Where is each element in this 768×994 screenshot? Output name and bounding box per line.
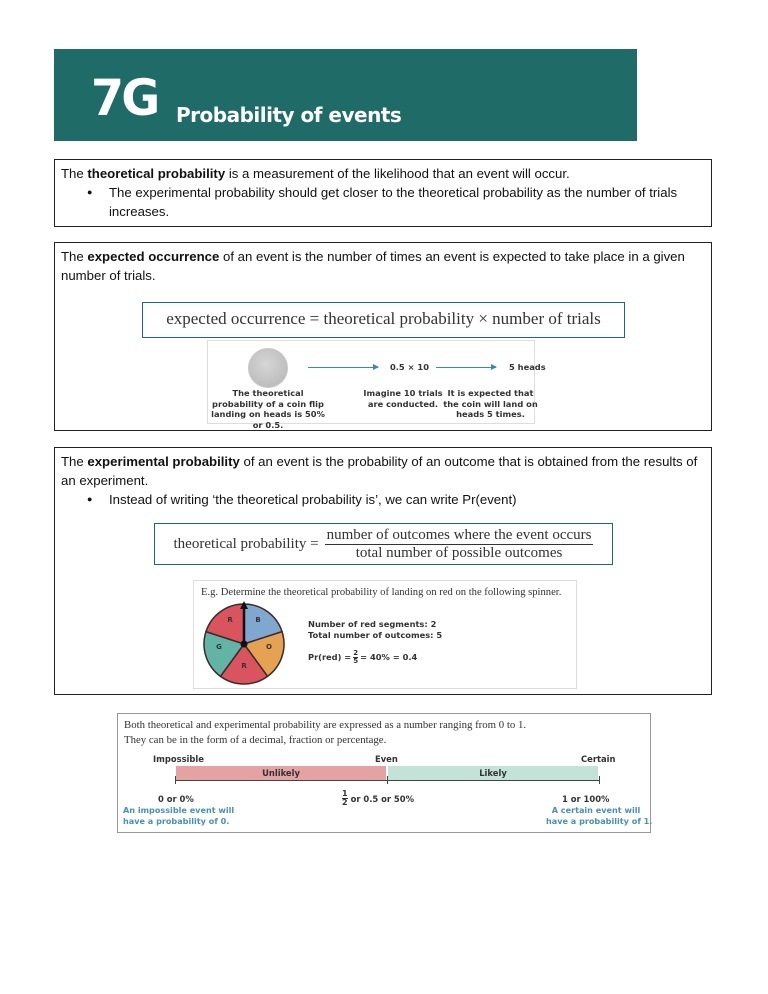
arrow-icon	[308, 367, 378, 368]
spinner-icon	[201, 601, 287, 687]
theoretical-probability-box	[54, 159, 712, 227]
bullet-list	[61, 183, 705, 221]
total-outcomes-line: Total number of outcomes: 5	[308, 629, 443, 640]
term: experimental probability	[87, 454, 240, 469]
arrow-icon	[436, 367, 496, 368]
tick-1	[599, 776, 600, 784]
term: expected occurrence	[87, 249, 220, 264]
coin-icon	[248, 348, 288, 388]
definition-text: The experimental probability of an event is the probability of an outcome that is obtained from the results of an experiment.	[61, 454, 698, 488]
result-text: 5 heads	[509, 362, 546, 372]
impossible-note: An impossible event will have a probability of 0.	[123, 805, 235, 826]
trials-caption: Imagine 10 trials are conducted.	[363, 388, 443, 409]
tick-0	[175, 776, 176, 784]
expected-caption: It is expected that the coin will land on heads 5 times.	[443, 388, 538, 419]
bullet-item: ● Instead of writing ‘the theoretical probability is’, we can write Pr(event)	[109, 490, 705, 509]
expected-occurrence-formula: expected occurrence = theoretical probability × number of trials	[142, 302, 625, 338]
definition-text: The theoretical probability is a measurement of the likelihood that an event will occur.	[61, 166, 570, 181]
chapter-title: Probability of events	[176, 103, 402, 127]
chapter-banner	[54, 49, 637, 141]
formula-numerator: number of outcomes where the event occurs	[326, 526, 592, 543]
unlikely-band: Unlikely	[176, 766, 386, 780]
svg-text:R: R	[241, 662, 247, 670]
scale-intro: Both theoretical and experimental probability are expressed as a number ranging from 0 to 1. They can be in the form of a decimal, fraction or percentage.	[124, 719, 527, 746]
svg-text:G: G	[216, 643, 222, 651]
probability-result: Pr(red) = $\frac{2}{5}$ = 40% = 0.4	[308, 649, 418, 665]
coin-example-panel	[207, 340, 546, 430]
one-value: 1 or 100%	[562, 794, 610, 804]
probability-scale-panel	[117, 713, 651, 833]
tick-half	[387, 776, 388, 784]
coin-caption: The theoretical probability of a coin flip landing on heads is 50% or 0.5.	[211, 388, 325, 430]
fraction: $\frac{2}{5}$	[353, 649, 359, 665]
zero-value: 0 or 0%	[158, 794, 194, 804]
svg-text:B: B	[255, 616, 261, 624]
formula-lhs: theoretical probability =	[173, 535, 319, 552]
chapter-code: 7G	[91, 69, 158, 127]
theoretical-probability-formula	[154, 523, 613, 565]
red-segments-line: Number of red segments: 2	[308, 619, 437, 629]
spinner-example-title: E.g. Determine the theoretical probability of landing on red on the following spinner.	[201, 587, 562, 598]
impossible-label: Impossible	[153, 754, 204, 764]
certain-label: Certain	[581, 754, 616, 764]
term: theoretical probability	[87, 166, 226, 181]
definition-text: The expected occurrence of an event is the number of times an event is expected to take place in a given number of trials.	[61, 249, 685, 283]
bullet-item: ● The experimental probability should get closer to the theoretical probability as the number of trials increases.	[109, 183, 705, 221]
likely-band: Likely	[388, 766, 598, 780]
calc-text: 0.5 × 10	[390, 362, 429, 372]
spinner-solution	[308, 619, 442, 665]
bullet-list	[61, 490, 705, 509]
spinner-example-panel	[193, 580, 577, 689]
even-label: Even	[375, 754, 398, 764]
half-value: 1 2 or 0.5 or 50%	[342, 789, 414, 807]
formula-denominator: total number of possible outcomes	[355, 544, 563, 561]
certain-note: A certain event will have a probability of 1.	[546, 805, 653, 826]
svg-text:R: R	[227, 616, 233, 624]
svg-text:O: O	[266, 643, 272, 651]
formula-fraction	[325, 527, 594, 562]
